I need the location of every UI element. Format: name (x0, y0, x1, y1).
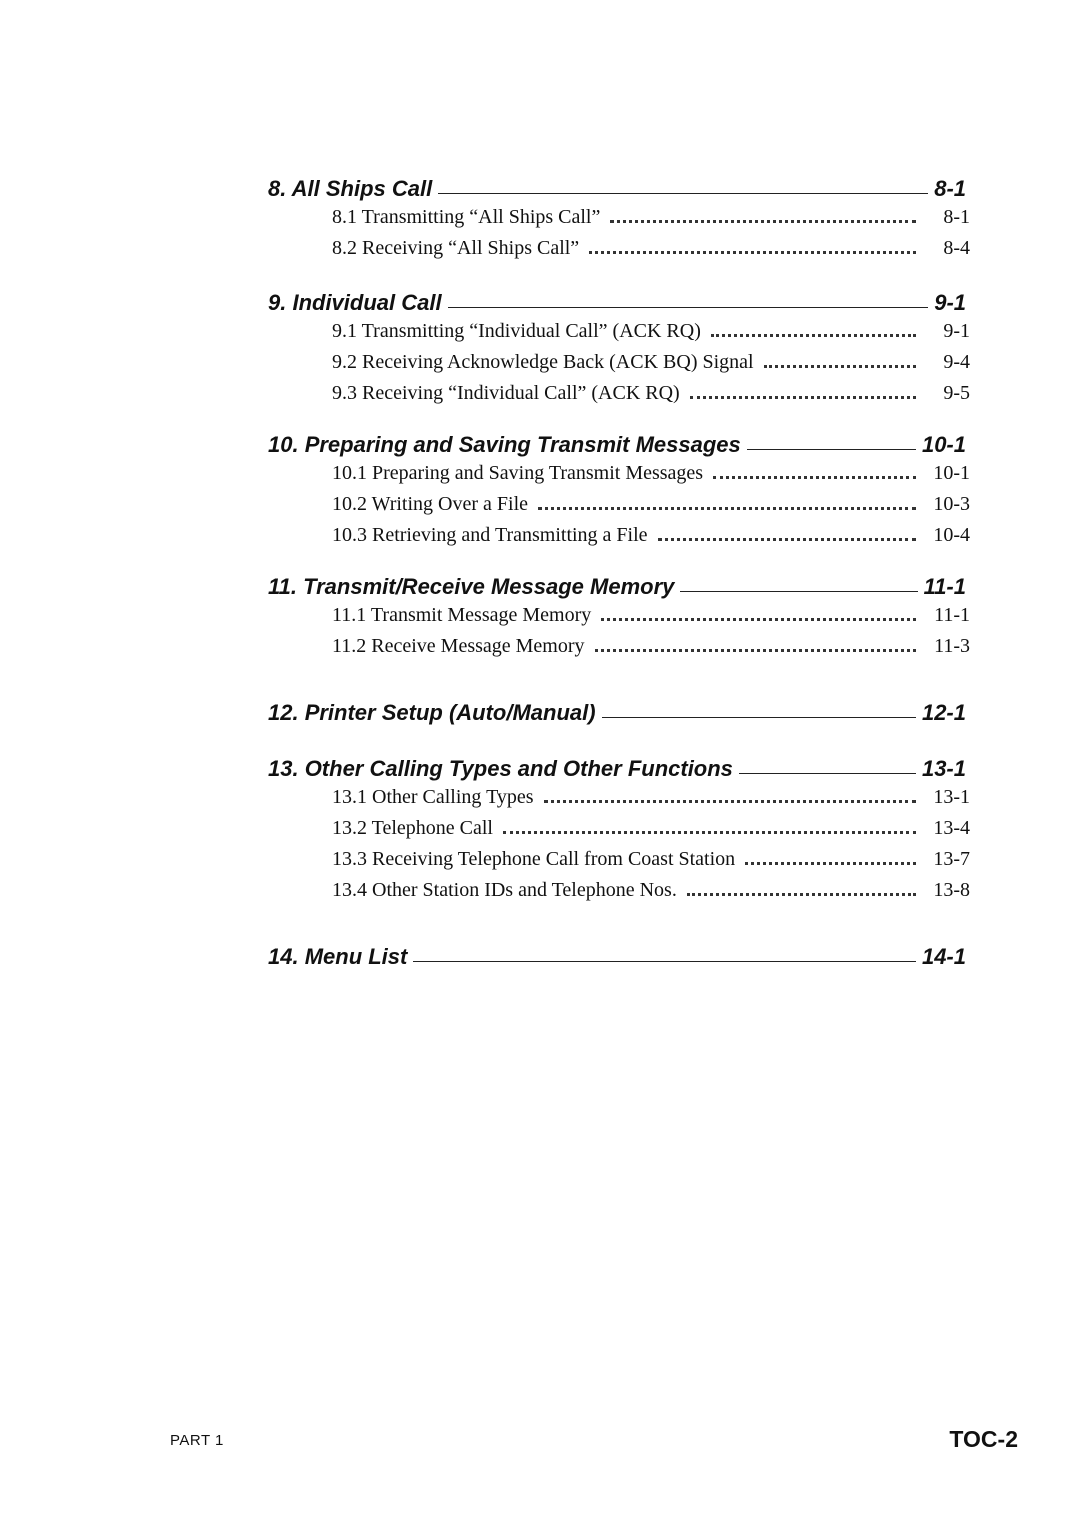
section-entry[interactable] (332, 631, 970, 662)
chapter-title: 13. Other Calling Types and Other Functions (268, 756, 733, 781)
dot-leader (687, 893, 916, 896)
section-title: 11.1 Transmit Message Memory (332, 604, 592, 626)
section-title: 13.4 Other Station IDs and Telephone Nos. (332, 879, 677, 901)
chapter-page: 10-1 (921, 432, 966, 457)
section-title: 10.2 Writing Over a File (332, 493, 529, 515)
chapter-heading[interactable] (268, 570, 970, 600)
section-page: 11-1 (934, 604, 970, 626)
leader-rule (413, 961, 916, 962)
section-entry[interactable] (332, 813, 970, 844)
chapter-heading[interactable] (268, 752, 970, 782)
section-title: 10.1 Preparing and Saving Transmit Messages (332, 462, 704, 484)
section-entry[interactable] (332, 378, 970, 409)
chapter-12 (268, 696, 970, 726)
section-page: 9-5 (943, 382, 970, 404)
dot-leader (589, 251, 916, 254)
section-entry[interactable] (332, 600, 970, 631)
dot-leader (601, 618, 916, 621)
chapter-page: 12-1 (921, 700, 966, 725)
chapter-page: 8-1 (934, 176, 966, 201)
dot-leader (610, 220, 916, 223)
chapter-heading[interactable] (268, 286, 970, 316)
section-page: 13-1 (933, 786, 970, 808)
section-page: 13-7 (933, 848, 970, 870)
section-entry[interactable] (332, 233, 970, 264)
section-title: 13.1 Other Calling Types (332, 786, 534, 808)
dot-leader (713, 476, 916, 479)
chapter-title: 8. All Ships Call (268, 176, 433, 201)
leader-rule (602, 717, 916, 718)
footer-page-number: TOC-2 (949, 1426, 1018, 1452)
section-page: 9-4 (943, 351, 970, 373)
leader-rule (747, 449, 916, 450)
section-page: 8-1 (943, 206, 970, 228)
dot-leader (544, 800, 916, 803)
chapter-9 (268, 286, 970, 409)
section-title: 13.2 Telephone Call (332, 817, 493, 839)
section-title: 10.3 Retrieving and Transmitting a File (332, 524, 648, 546)
section-title: 8.2 Receiving “All Ships Call” (332, 237, 580, 259)
section-page: 10-4 (933, 524, 970, 546)
chapter-page: 11-1 (923, 574, 966, 599)
section-page: 13-8 (933, 879, 970, 901)
chapter-page: 9-1 (934, 290, 966, 315)
section-entry[interactable] (332, 202, 970, 233)
chapter-heading[interactable] (268, 428, 970, 458)
section-page: 9-1 (943, 320, 970, 342)
section-page: 10-3 (933, 493, 970, 515)
chapter-page: 14-1 (921, 944, 966, 969)
chapter-10 (268, 428, 970, 551)
section-entry[interactable] (332, 875, 970, 906)
section-title: 9.3 Receiving “Individual Call” (ACK RQ) (332, 382, 680, 404)
chapter-14 (268, 940, 970, 970)
dot-leader (690, 396, 916, 399)
dot-leader (745, 862, 916, 865)
section-title: 8.1 Transmitting “All Ships Call” (332, 206, 601, 228)
chapter-11 (268, 570, 970, 662)
chapter-8 (268, 172, 970, 264)
chapter-heading[interactable] (268, 940, 970, 970)
section-title: 11.2 Receive Message Memory (332, 635, 585, 657)
section-page: 11-3 (934, 635, 970, 657)
dot-leader (658, 538, 916, 541)
section-entry[interactable] (332, 844, 970, 875)
section-entry[interactable] (332, 782, 970, 813)
section-entry[interactable] (332, 520, 970, 551)
dot-leader (711, 334, 916, 337)
chapter-title: 10. Preparing and Saving Transmit Messages (268, 432, 741, 457)
dot-leader (503, 831, 916, 834)
section-entry[interactable] (332, 347, 970, 378)
section-title: 13.3 Receiving Telephone Call from Coast Station (332, 848, 736, 870)
chapter-title: 12. Printer Setup (Auto/Manual) (268, 700, 596, 725)
section-entry[interactable] (332, 316, 970, 347)
section-title: 9.1 Transmitting “Individual Call” (ACK RQ) (332, 320, 701, 342)
section-title: 9.2 Receiving Acknowledge Back (ACK BQ) Signal (332, 351, 754, 373)
section-page: 10-1 (933, 462, 970, 484)
leader-rule (438, 193, 928, 194)
chapter-title: 11. Transmit/Receive Message Memory (268, 574, 675, 599)
chapter-heading[interactable] (268, 172, 970, 202)
chapter-13 (268, 752, 970, 906)
dot-leader (764, 365, 916, 368)
section-page: 13-4 (933, 817, 970, 839)
leader-rule (448, 307, 929, 308)
section-entry[interactable] (332, 489, 970, 520)
dot-leader (538, 507, 916, 510)
chapter-title: 14. Menu List (268, 944, 408, 969)
footer-part-label: PART 1 (170, 1432, 224, 1449)
section-entry[interactable] (332, 458, 970, 489)
dot-leader (595, 649, 916, 652)
leader-rule (680, 591, 917, 592)
section-page: 8-4 (943, 237, 970, 259)
chapter-title: 9. Individual Call (268, 290, 442, 315)
chapter-page: 13-1 (921, 756, 966, 781)
chapter-heading[interactable] (268, 696, 970, 726)
table-of-contents (268, 172, 970, 970)
leader-rule (739, 773, 916, 774)
